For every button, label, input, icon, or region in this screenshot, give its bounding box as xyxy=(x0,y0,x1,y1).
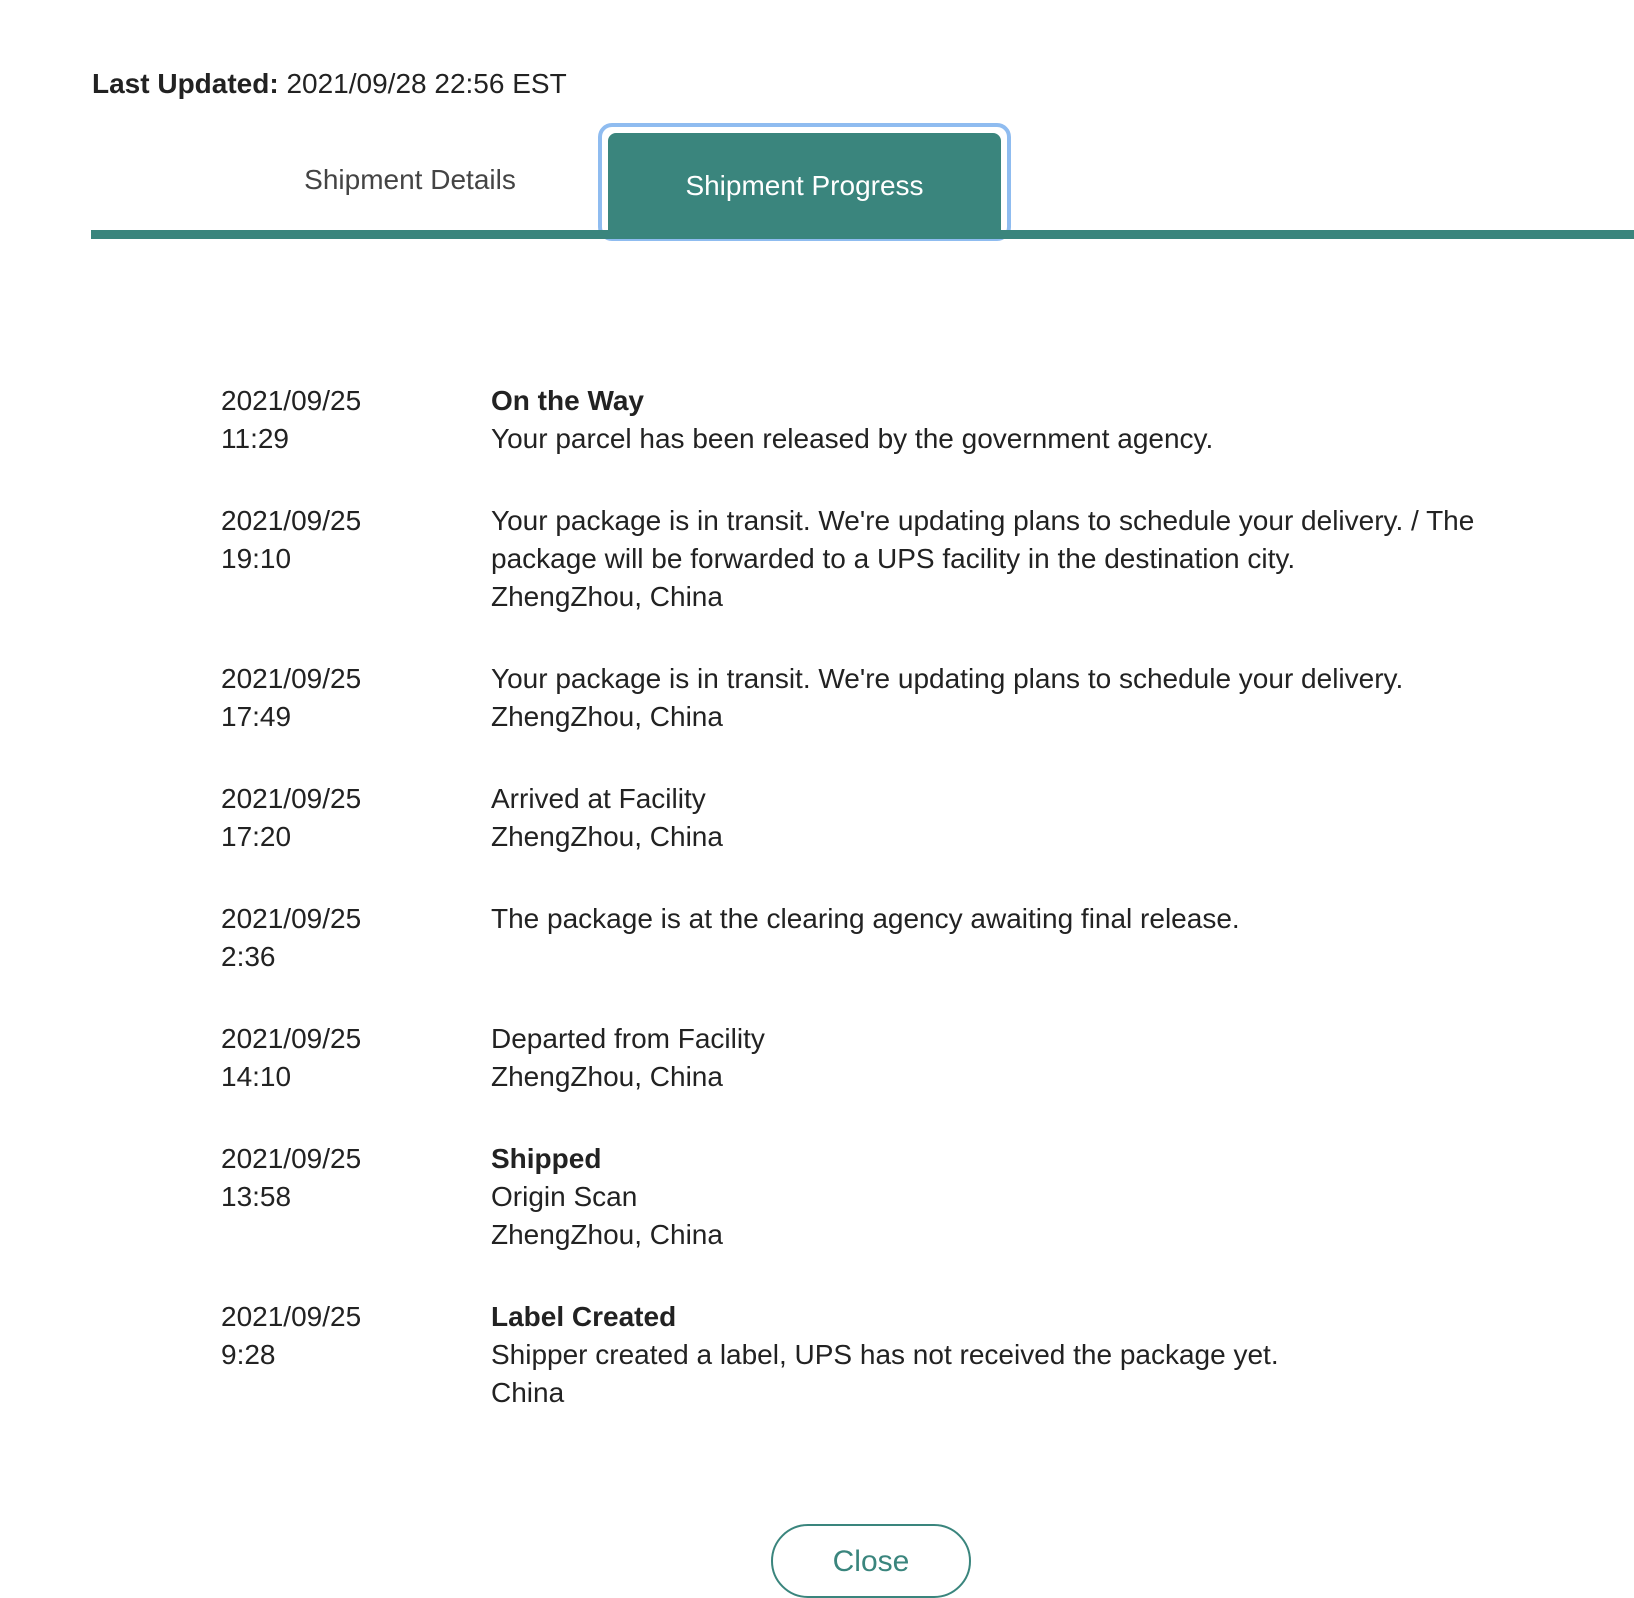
event-location: ZhengZhou, China xyxy=(491,701,723,732)
event-time: 2:36 xyxy=(221,941,276,972)
event-description xyxy=(491,780,1521,856)
event-datetime xyxy=(221,900,491,976)
event-time: 19:10 xyxy=(221,543,292,574)
event-location: ZhengZhou, China xyxy=(491,581,723,612)
event-datetime xyxy=(221,780,491,856)
tab-shipment-progress[interactable] xyxy=(598,123,1011,241)
event-description xyxy=(491,502,1521,616)
event-detail: The package is at the clearing agency awaiting final release. xyxy=(491,903,1240,934)
event-detail: Arrived at Facility xyxy=(491,783,706,814)
event-datetime xyxy=(221,1298,491,1412)
progress-row xyxy=(221,900,1521,976)
tab-shipment-details[interactable]: Shipment Details xyxy=(304,164,516,195)
event-status: Label Created xyxy=(491,1301,677,1332)
event-time: 17:49 xyxy=(221,701,292,732)
event-detail: Shipper created a label, UPS has not received the package yet. xyxy=(491,1339,1279,1370)
progress-list xyxy=(221,382,1521,1456)
event-date: 2021/09/25 xyxy=(221,663,362,694)
event-description xyxy=(491,1020,1521,1096)
progress-row xyxy=(221,660,1521,736)
event-description xyxy=(491,660,1521,736)
event-date: 2021/09/25 xyxy=(221,505,362,536)
event-date: 2021/09/25 xyxy=(221,385,362,416)
event-datetime xyxy=(221,382,491,458)
progress-row xyxy=(221,1298,1521,1412)
event-date: 2021/09/25 xyxy=(221,1143,362,1174)
event-time: 17:20 xyxy=(221,821,292,852)
event-detail: Your package is in transit. We're updating plans to schedule your delivery. xyxy=(491,663,1404,694)
progress-row xyxy=(221,502,1521,616)
progress-row xyxy=(221,382,1521,458)
tab-shipment-progress-label: Shipment Progress xyxy=(608,133,1001,237)
event-detail: Your parcel has been released by the government agency. xyxy=(491,423,1214,454)
last-updated-label: Last Updated: xyxy=(92,68,279,99)
event-datetime xyxy=(221,1140,491,1254)
progress-row xyxy=(221,780,1521,856)
event-description xyxy=(491,900,1521,976)
event-description xyxy=(491,1140,1521,1254)
event-datetime xyxy=(221,1020,491,1096)
event-date: 2021/09/25 xyxy=(221,903,362,934)
progress-row xyxy=(221,1020,1521,1096)
tabs-underline xyxy=(91,230,1634,239)
event-time: 9:28 xyxy=(221,1339,276,1370)
event-detail: Departed from Facility xyxy=(491,1023,765,1054)
event-detail: Your package is in transit. We're updating plans to schedule your delivery. / The package will be forwarded to a UPS facility in the destination city. xyxy=(491,505,1475,574)
event-time: 11:29 xyxy=(221,423,289,454)
event-time: 13:58 xyxy=(221,1181,292,1212)
event-detail: Origin Scan xyxy=(491,1181,638,1212)
event-location: ZhengZhou, China xyxy=(491,1219,723,1250)
event-location: ZhengZhou, China xyxy=(491,1061,723,1092)
event-time: 14:10 xyxy=(221,1061,292,1092)
close-button[interactable]: Close xyxy=(771,1524,971,1598)
event-location: China xyxy=(491,1377,565,1408)
event-datetime xyxy=(221,502,491,616)
progress-row xyxy=(221,1140,1521,1254)
event-status: Shipped xyxy=(491,1143,602,1174)
event-date: 2021/09/25 xyxy=(221,1023,362,1054)
event-date: 2021/09/25 xyxy=(221,783,362,814)
event-status: On the Way xyxy=(491,385,644,416)
event-date: 2021/09/25 xyxy=(221,1301,362,1332)
event-description xyxy=(491,1298,1521,1412)
event-description xyxy=(491,382,1521,458)
last-updated xyxy=(92,64,567,104)
event-location: ZhengZhou, China xyxy=(491,821,723,852)
event-datetime xyxy=(221,660,491,736)
last-updated-value: 2021/09/28 22:56 EST xyxy=(286,68,567,99)
